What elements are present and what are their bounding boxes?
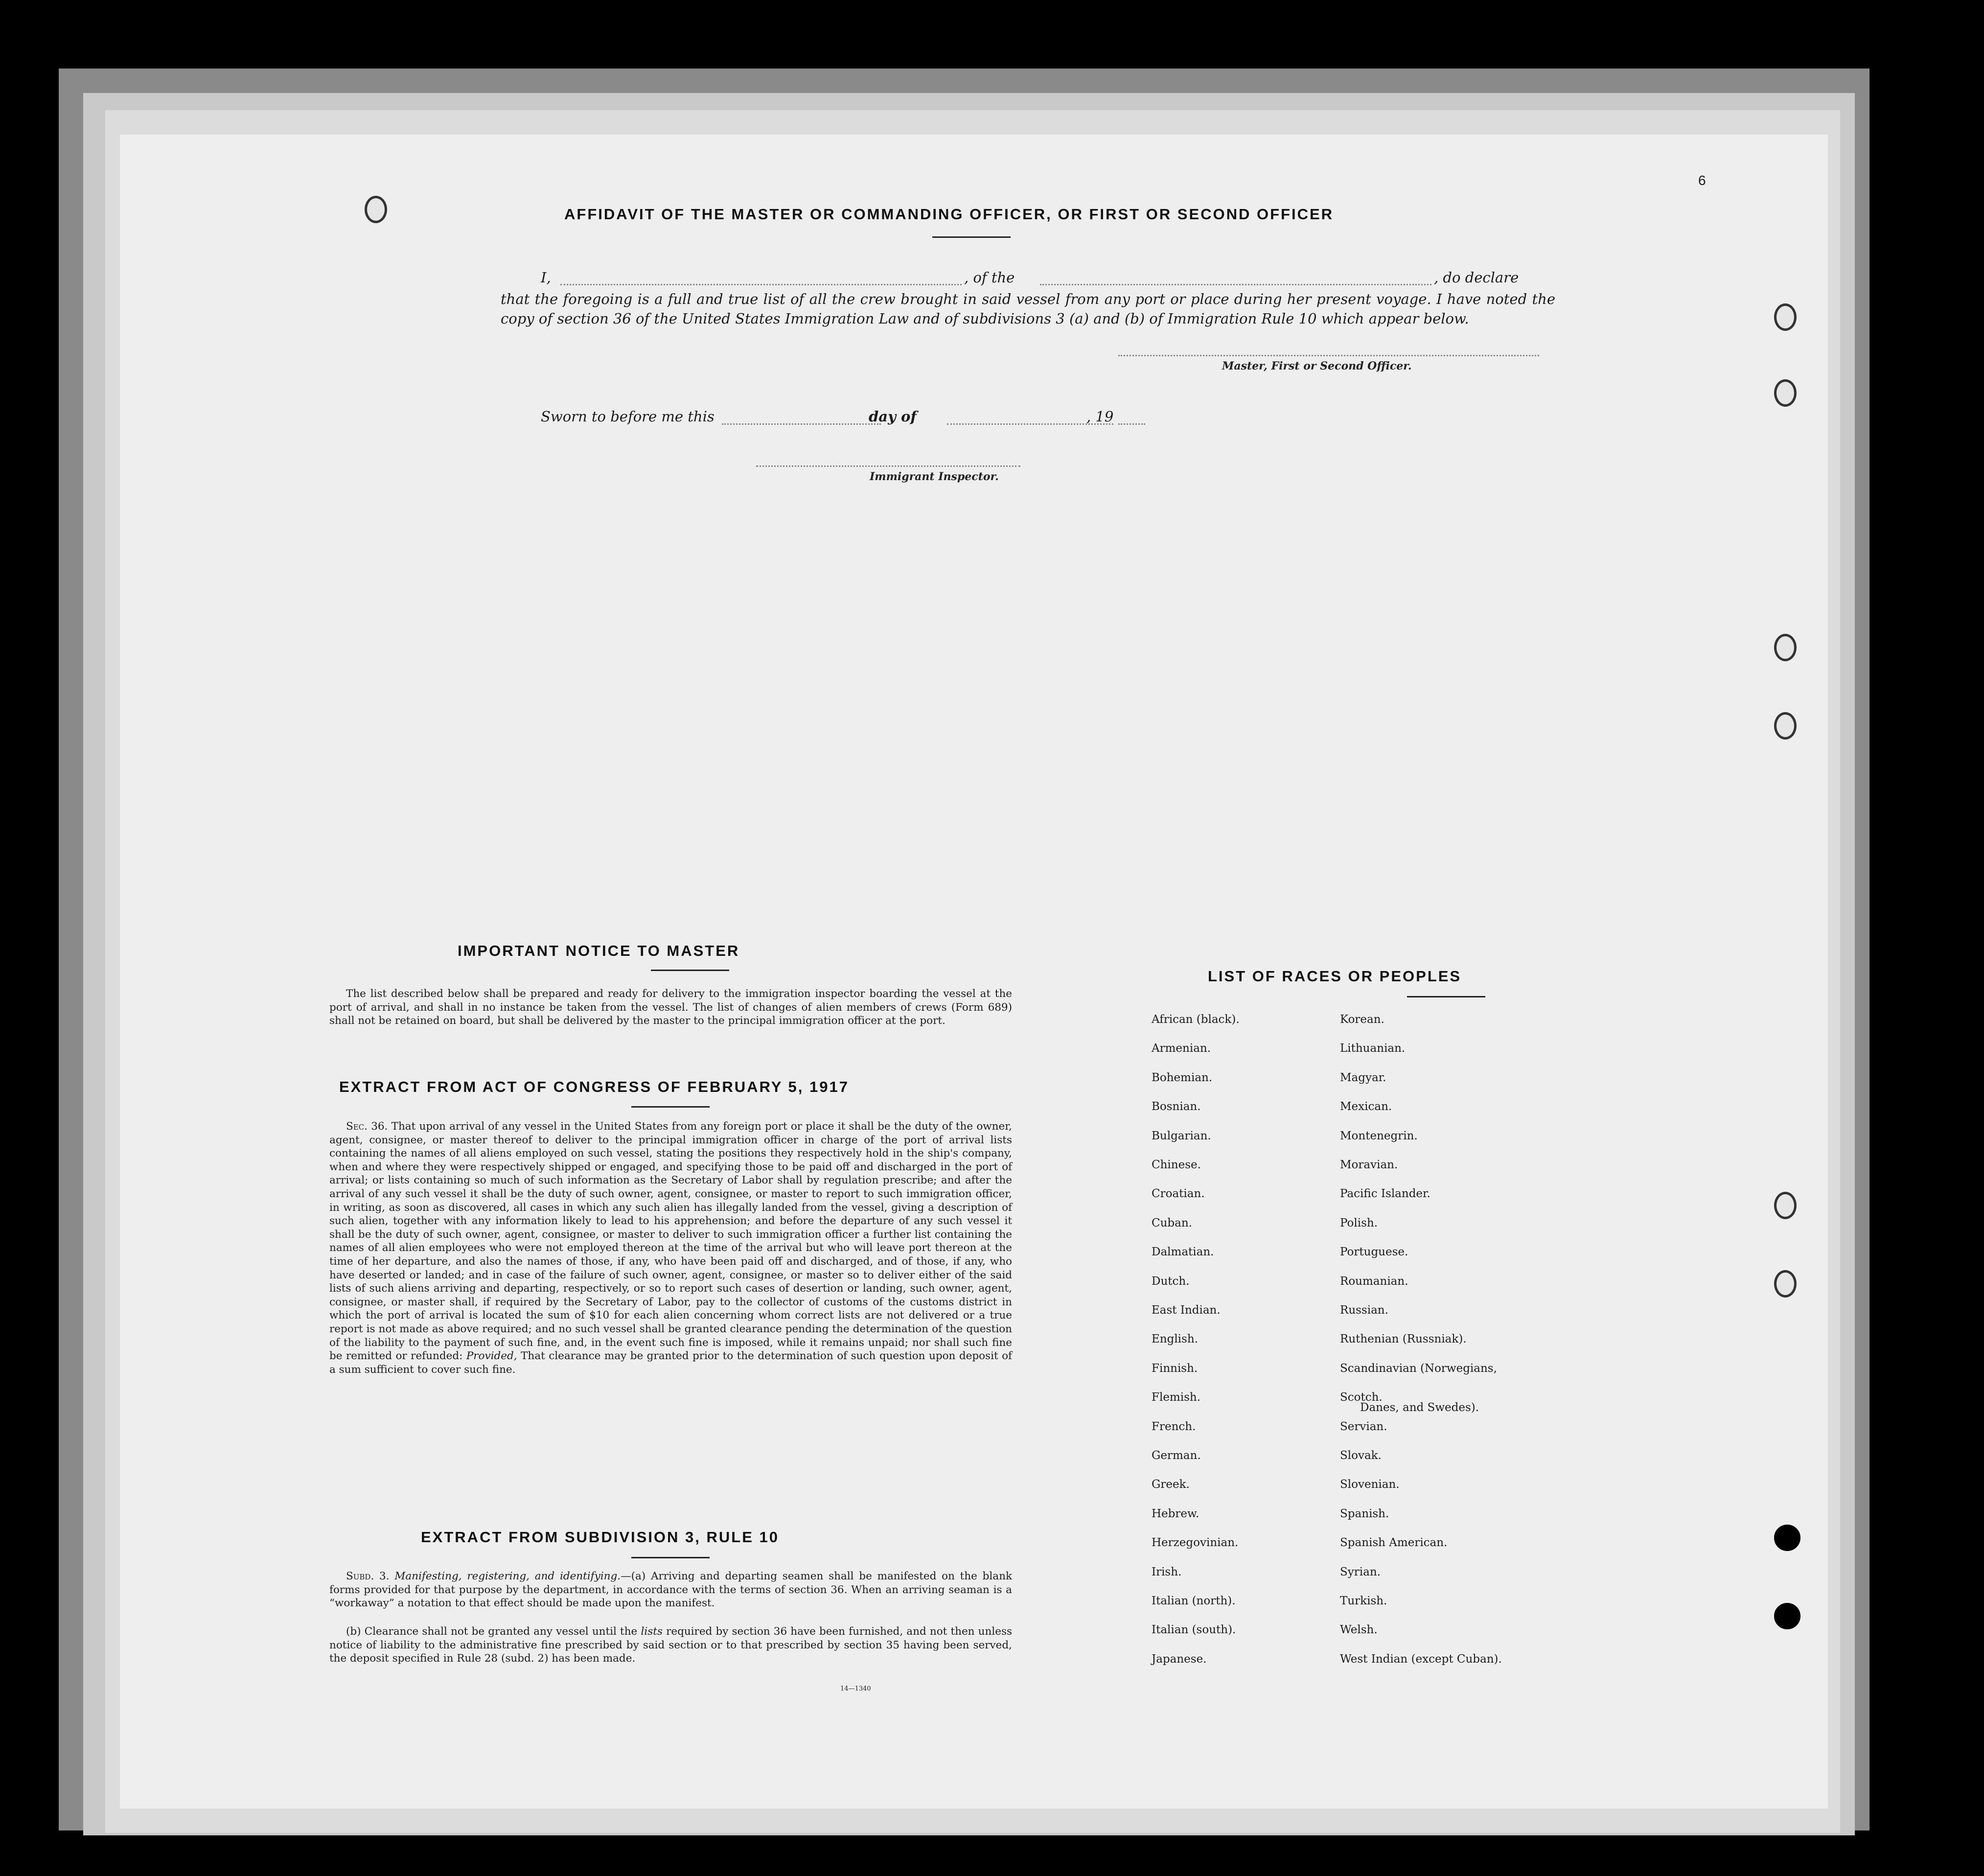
race-item: Irish. (1152, 1565, 1182, 1578)
race-item: Croatian. (1152, 1187, 1205, 1201)
divider (1407, 996, 1485, 997)
race-item: Bosnian. (1152, 1100, 1201, 1113)
day-of-text: day of (869, 408, 917, 425)
punch-hole-icon (1774, 634, 1797, 661)
race-item: Syrian. (1340, 1565, 1381, 1578)
race-item: Scotch. (1340, 1391, 1383, 1404)
race-item: German. (1152, 1449, 1201, 1462)
race-item: Greek. (1152, 1478, 1190, 1491)
race-item: Slovenian. (1340, 1478, 1400, 1491)
race-item: Chinese. (1152, 1158, 1201, 1171)
race-item: Montenegrin. (1340, 1129, 1418, 1142)
race-item: Turkish. (1340, 1595, 1387, 1607)
master-signature-line (1118, 355, 1539, 356)
race-item: West Indian (except Cuban). (1340, 1652, 1502, 1666)
sworn-text: Sworn to before me this (541, 408, 715, 425)
race-item: Roumanian. (1340, 1274, 1408, 1288)
affidavit-i: I, (541, 269, 551, 286)
year-line (1118, 423, 1145, 425)
notice-title: IMPORTANT NOTICE TO MASTER (458, 942, 740, 959)
race-item: Pacific Islander. (1340, 1187, 1430, 1201)
race-item: Italian (north). (1152, 1595, 1236, 1607)
race-item: Herzegovinian. (1152, 1536, 1239, 1550)
punch-hole-icon (365, 196, 387, 223)
vessel-line (1040, 284, 1431, 285)
races-title: LIST OF RACES OR PEOPLES (1208, 968, 1462, 985)
name-line (560, 284, 962, 285)
race-item: Armenian. (1152, 1042, 1211, 1055)
rule-title: EXTRACT FROM SUBDIVISION 3, RULE 10 (421, 1529, 779, 1546)
race-item: African (black). (1152, 1013, 1240, 1026)
race-item: English. (1152, 1333, 1198, 1346)
form-number: 14—1340 (840, 1685, 871, 1692)
punch-hole-icon (1774, 1525, 1800, 1551)
race-item: Scandinavian (Norwegians, (1340, 1362, 1497, 1375)
race-item: Spanish. (1340, 1507, 1389, 1520)
divider (631, 1106, 710, 1108)
race-item: Mexican. (1340, 1100, 1392, 1113)
races-list (1152, 1013, 1641, 1679)
race-item: Portuguese. (1340, 1246, 1408, 1259)
race-item: East Indian. (1152, 1304, 1221, 1317)
race-item: Polish. (1340, 1216, 1378, 1229)
punch-hole-icon (1774, 1192, 1797, 1219)
day-line (722, 423, 881, 425)
race-item-continuation: Danes, and Swedes). (1360, 1401, 1479, 1414)
punch-hole-icon (1774, 1270, 1797, 1297)
race-item: Russian. (1340, 1304, 1388, 1317)
affidavit-title: AFFIDAVIT OF THE MASTER OR COMMANDING OFFICER, OR FIRST OR SECOND OFFICER (564, 206, 1334, 223)
race-item: Moravian. (1340, 1158, 1398, 1171)
act-body: Sec. 36. That upon arrival of any vessel in the United States from any foreign port or place it shall be the duty of the owner, agent, consignee, or master thereof to deliver to the principal immigration officer in charge of the port of arrival lists containing the names of all aliens employed on such vessel, stating the positions they respectively hold in the ship's company, when and where they were respectively shipped or engaged, and specifying those to be paid off and discharged in the port of arrival; or lists containing so much of such information as the Secretary of Labor shall by regulation prescribe; and after the arrival of any such vessel it shall be the duty of such owner, agent, consignee, or master to report to such immigration officer, in writing, as soon as discovered, all cases in which any such alien has illegally landed from the vessel, giving a description of such alien, together with any information likely to lead to his apprehension; and before the departure of any such vessel it shall be the duty of such owner, agent, consignee, or master to deliver to such immigration officer a further list containing the names of all alien employees who were not employed thereon at the time of the arrival but who will leave port thereon at the time of her departure, and also the names of those, if any, who have been paid off and discharged, and of those, if any, who have deserted or landed; and in case of the failure of such owner, agent, consignee, or master so to deliver either of the said lists of such aliens arriving and departing, respectively, or so to report such cases of desertion or landing, such owner, agent, consignee, or master shall, if required by the Secretary of Labor, pay to the collector of customs of the customs district in which the port of arrival is located the sum of $10 for each alien concerning whom correct lists are not delivered or a true report is not made as above required; and no such vessel shall be granted clearance pending the determination of the question of the liability to the payment of such fine, and, in the event such fine is imposed, while it remains unpaid; nor shall such fine be remitted or refunded: Provided, That clearance may be granted prior to the determination of such question upon deposit of a sum sufficient to cover such fine. (329, 1120, 1012, 1376)
divider (631, 1557, 710, 1558)
document-page (120, 135, 1828, 1808)
affidavit-body: that the foregoing is a full and true list of all the crew brought in said vessel from any port or place during her present voyage. I have noted the copy of section 36 of the United States Immigration Law and of subdivisions 3 (a) and (b) of Immigration Rule 10 which appear below. (501, 291, 1555, 327)
divider (932, 236, 1011, 238)
race-item: Bohemian. (1152, 1071, 1213, 1084)
punch-hole-icon (1774, 379, 1797, 407)
race-item: Spanish American. (1340, 1536, 1448, 1550)
race-item: Japanese. (1152, 1652, 1207, 1666)
race-item: Flemish. (1152, 1391, 1201, 1404)
race-item: Welsh. (1340, 1623, 1378, 1637)
race-item: Dutch. (1152, 1274, 1190, 1288)
race-item: Bulgarian. (1152, 1129, 1211, 1142)
punch-hole-icon (1774, 303, 1797, 331)
act-title: EXTRACT FROM ACT OF CONGRESS OF FEBRUARY 5, 1917 (339, 1078, 849, 1095)
inspector-label: Immigrant Inspector. (870, 470, 999, 483)
punch-hole-icon (1774, 1603, 1800, 1629)
affidavit-of-the: , of the (964, 269, 1015, 286)
divider (651, 970, 729, 971)
race-item: Korean. (1340, 1013, 1384, 1026)
corner-mark: 6 (1698, 173, 1706, 188)
inspector-signature-line (756, 465, 1020, 467)
race-item: Magyar. (1340, 1071, 1386, 1084)
race-item: Servian. (1340, 1420, 1387, 1433)
race-item: Hebrew. (1152, 1507, 1200, 1520)
year-text: , 19 (1086, 408, 1114, 425)
affidavit-do-declare: , do declare (1434, 269, 1519, 286)
race-item: Lithuanian. (1340, 1042, 1406, 1055)
rule-para-a: Subd. 3. Manifesting, registering, and identifying.—(a) Arriving and departing seamen shall be manifested on the blank forms provided for that purpose by the department, in accordance with the terms of section 36. When an arriving seaman is a “workaway” a notation to that effect should be made upon the manifest. (329, 1570, 1012, 1610)
master-label: Master, First or Second Officer. (1222, 360, 1412, 372)
race-item: French. (1152, 1420, 1196, 1433)
notice-body: The list described below shall be prepared and ready for delivery to the immigration inspector boarding the vessel at the port of arrival, and shall in no instance be taken from the vessel. The list of changes of alien members of crews (Form 689) shall not be retained on board, but shall be delivered by the master to the principal immigration officer at the port. (329, 988, 1012, 1027)
punch-hole-icon (1774, 712, 1797, 740)
race-item: Dalmatian. (1152, 1246, 1214, 1259)
race-item: Finnish. (1152, 1362, 1198, 1375)
race-item: Cuban. (1152, 1216, 1192, 1229)
race-item: Slovak. (1340, 1449, 1382, 1462)
race-item: Ruthenian (Russniak). (1340, 1333, 1467, 1346)
race-item: Italian (south). (1152, 1623, 1236, 1637)
rule-para-b: (b) Clearance shall not be granted any vessel until the lists required by section 36 have been furnished, and not then unless notice of liability to the administrative fine prescribed by said section or to that prescribed by section 35 having been served, the deposit specified in Rule 28 (subd. 2) has been made. (329, 1625, 1013, 1665)
